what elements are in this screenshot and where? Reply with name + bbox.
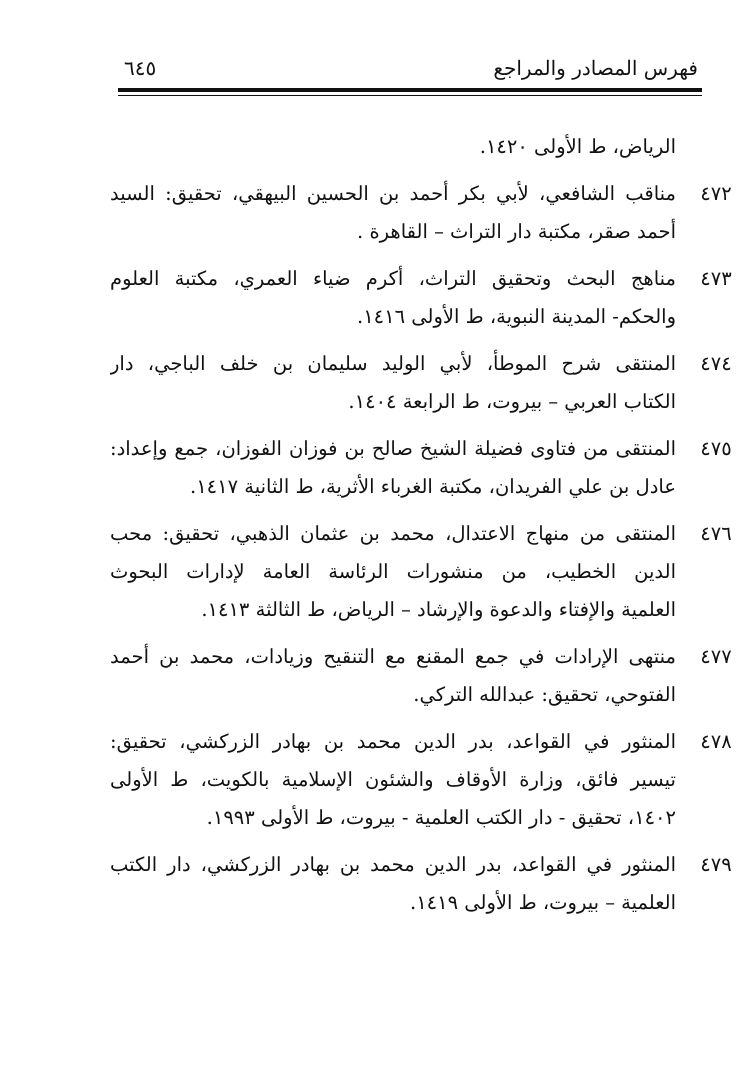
bibliography-entry-472 [110,175,732,251]
entry-number: ٤٧٧ [700,645,732,668]
entry-line: الكتاب العربي – بيروت، ط الرابعة ١٤٠٤. [348,390,676,413]
entry-line: العلمية والإفتاء والدعوة والإرشاد – الرياض، ط الثالثة ١٤١٣. [201,598,676,621]
entry-line: مناقب الشافعي، لأبي بكر أحمد بن الحسين البيهقي، تحقيق: السيد [110,182,676,205]
bibliography-entry-475 [110,430,732,506]
entry-line: الرياض، ط الأولى ١٤٢٠. [479,135,676,158]
entry-number: ٤٧٣ [700,267,732,290]
header-title: فهرس المصادر والمراجع [493,56,698,80]
entry-number: ٤٧٤ [700,352,732,375]
bibliography-entry-473 [110,260,732,336]
bibliography-entry-478 [110,723,732,837]
entry-line: العلمية – بيروت، ط الأولى ١٤١٩. [409,891,676,914]
running-header [118,52,698,88]
entry-line: المنتقى شرح الموطأ، لأبي الوليد سليمان بن خلف الباجي، دار [110,352,676,375]
bibliography-entry-476 [110,515,732,629]
entry-line: أحمد صقر، مكتبة دار التراث – القاهرة . [357,220,676,243]
entry-line: المنتقى من فتاوى فضيلة الشيخ صالح بن فوزان الفوزان، جمع وإعداد: [110,437,676,460]
entry-number: ٤٧٦ [700,522,732,545]
entry-line: منتهى الإرادات في جمع المقنع مع التنقيح وزيادات، محمد بن أحمد [110,645,676,668]
entry-number: ٤٧٢ [700,182,732,205]
bibliography-entry-479 [110,846,732,922]
entry-line: المنتقى من منهاج الاعتدال، محمد بن عثمان الذهبي، تحقيق: محب [110,522,676,545]
page-number: ٦٤٥ [124,56,157,80]
bibliography-entry-474 [110,345,732,421]
entry-line: تيسير فائق، وزارة الأوقاف والشئون الإسلامية بالكويت، ط الأولى [110,768,676,791]
entry-number: ٤٧٥ [700,437,732,460]
bibliography-entry-477 [110,638,732,714]
header-rule-thin [118,95,702,96]
bibliography-list [110,128,732,922]
entry-line: المنثور في القواعد، بدر الدين محمد بن بهادر الزركشي، تحقيق: [110,730,676,753]
entry-line: والحكم- المدينة النبوية، ط الأولى ١٤١٦. [357,305,676,328]
entry-line: الفتوحي، تحقيق: عبدالله التركي. [413,683,676,706]
entry-line: ١٤٠٢، تحقيق - دار الكتب العلمية - بيروت، ط الأولى ١٩٩٣. [206,806,676,829]
entry-line: المنثور في القواعد، بدر الدين محمد بن بهادر الزركشي، دار الكتب [110,853,676,876]
entry-line: عادل بن علي الفريدان، مكتبة الغرباء الأثرية، ط الثانية ١٤١٧. [189,475,676,498]
continuation-entry [110,128,676,166]
entry-number: ٤٧٨ [700,730,732,753]
entry-number: ٤٧٩ [700,853,732,876]
entry-line: الدين الخطيب، من منشورات الرئاسة العامة لإدارات البحوث [110,560,676,583]
entry-line: مناهج البحث وتحقيق التراث، أكرم ضياء العمري، مكتبة العلوم [110,267,676,290]
header-rule-thick [118,88,702,92]
